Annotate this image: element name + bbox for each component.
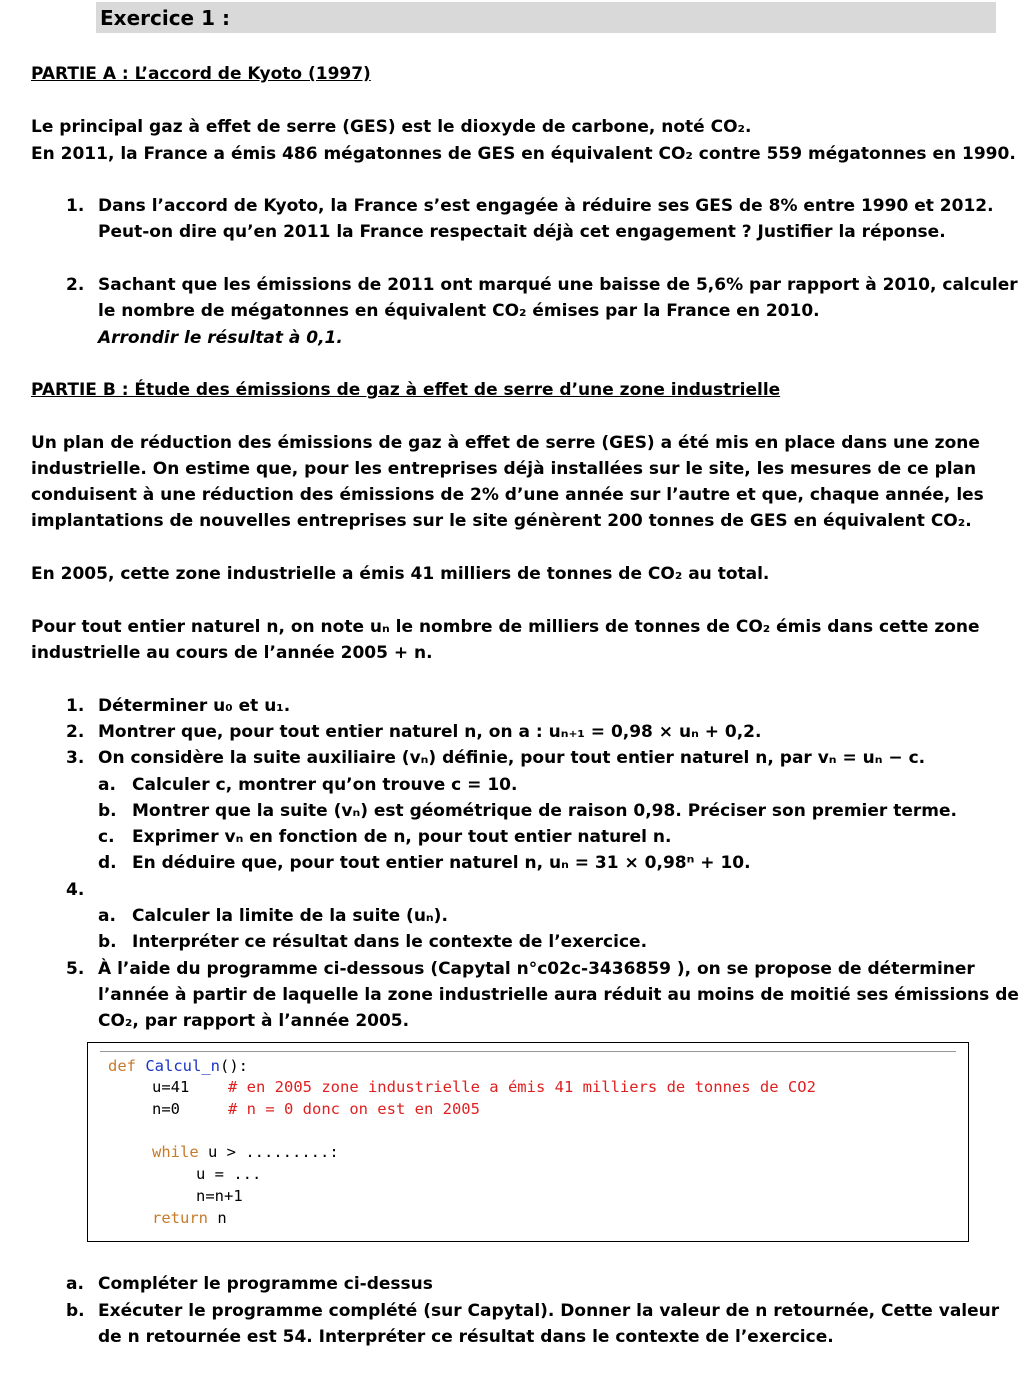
code-line-n-update: n=n+1 <box>196 1187 243 1205</box>
part-b-q3b: Montrer que la suite (vₙ) est géométrique de raison 0,98. Préciser son premier terme. <box>132 801 957 821</box>
code-signature-tail: (): <box>220 1057 248 1075</box>
part-b-q3c-label: c. <box>98 827 115 847</box>
part-b-q4a: Calculer la limite de la suite (uₙ). <box>132 906 448 926</box>
part-b-q2-number: 2. <box>66 722 85 742</box>
part-a-intro-1: Le principal gaz à effet de serre (GES) est le dioxyde de carbone, noté CO₂. <box>31 117 752 137</box>
part-a-heading: PARTIE A : L’accord de Kyoto (1997) <box>31 64 371 84</box>
part-a-q2-number: 2. <box>66 275 85 295</box>
code-top-rule <box>100 1051 956 1052</box>
code-u-init: u=41 <box>152 1078 190 1096</box>
part-b-q5a-label: a. <box>66 1274 84 1294</box>
code-line-while <box>152 1143 339 1161</box>
part-b-q5-line-1: À l’aide du programme ci-dessous (Capytal n°c02c-3436859 ), on se propose de déterminer <box>98 959 975 979</box>
part-b-q5b-label: b. <box>66 1301 85 1321</box>
part-b-q5b-line-1: Exécuter le programme complété (sur Capytal). Donner la valeur de n retournée, Cette valeur <box>98 1301 1000 1321</box>
part-a-q2-line-1: Sachant que les émissions de 2011 ont marqué une baisse de 5,6% par rapport à 2010, calculer <box>98 275 1018 295</box>
part-b-para-1-line-2: industrielle. On estime que, pour les entreprises déjà installées sur le site, les mesures de ce plan <box>31 459 977 479</box>
code-line-def <box>108 1057 248 1075</box>
code-line-u-init <box>152 1078 189 1096</box>
part-b-q3d: En déduire que, pour tout entier naturel n, uₙ = 31 × 0,98ⁿ + 10. <box>132 853 751 873</box>
code-n-init: n=0 <box>152 1100 180 1118</box>
code-while-keyword: while <box>152 1143 199 1161</box>
code-return-value: n <box>208 1209 227 1227</box>
part-b-q4b-label: b. <box>98 932 117 952</box>
part-b-para-1-line-4: implantations de nouvelles entreprises sur le site génèrent 200 tonnes de GES en équivalent CO₂. <box>31 511 972 531</box>
part-b-q5a: Compléter le programme ci-dessus <box>98 1274 433 1294</box>
part-b-q3b-label: b. <box>98 801 117 821</box>
exercise-title-bar <box>96 2 996 33</box>
part-b-q4b: Interpréter ce résultat dans le contexte de l’exercice. <box>132 932 648 952</box>
code-line-return <box>152 1209 227 1227</box>
part-b-q2: Montrer que, pour tout entier naturel n, on a : uₙ₊₁ = 0,98 × uₙ + 0,2. <box>98 722 762 742</box>
code-line-n-init <box>152 1100 180 1118</box>
code-line-n-comment <box>228 1100 480 1118</box>
part-a-q2-line-2: le nombre de mégatonnes en équivalent CO₂ émises par la France en 2010. <box>98 301 820 321</box>
code-def-keyword: def <box>108 1057 136 1075</box>
part-b-para-3-line-2: industrielle au cours de l’année 2005 + n. <box>31 643 433 663</box>
part-b-q4a-label: a. <box>98 906 116 926</box>
part-b-q5-line-2: l’année à partir de laquelle la zone industrielle aura réduit au moins de moitié ses émissions de <box>98 985 1019 1005</box>
part-b-q3-number: 3. <box>66 748 85 768</box>
part-b-para-1-line-3: conduisent à une réduction des émissions de 2% d’une année sur l’autre et que, chaque année, les <box>31 485 984 505</box>
part-b-q4-number: 4. <box>66 880 85 900</box>
part-b-para-2: En 2005, cette zone industrielle a émis 41 milliers de tonnes de CO₂ au total. <box>31 564 770 584</box>
code-u-comment: # en 2005 zone industrielle a émis 41 milliers de tonnes de CO2 <box>228 1078 816 1096</box>
code-n-comment: # n = 0 donc on est en 2005 <box>228 1100 480 1118</box>
part-b-q5-line-3: CO₂, par rapport à l’année 2005. <box>98 1011 410 1031</box>
part-a-intro-2: En 2011, la France a émis 486 mégatonnes de GES en équivalent CO₂ contre 559 mégatonnes en 1990. <box>31 144 1016 164</box>
part-b-q5-number: 5. <box>66 959 85 979</box>
part-b-q1-number: 1. <box>66 696 85 716</box>
part-b-q3: On considère la suite auxiliaire (vₙ) définie, pour tout entier naturel n, par vₙ = uₙ − c. <box>98 748 926 768</box>
code-while-condition: u > .........: <box>198 1143 339 1161</box>
part-b-para-3-line-1: Pour tout entier naturel n, on note uₙ le nombre de milliers de tonnes de CO₂ émis dans cette zone <box>31 617 980 637</box>
part-b-heading: PARTIE B : Étude des émissions de gaz à effet de serre d’une zone industrielle <box>31 380 781 400</box>
code-return-keyword: return <box>152 1209 208 1227</box>
part-a-q1-number: 1. <box>66 196 85 216</box>
exercise-title: Exercice 1 : <box>100 6 230 30</box>
part-b-q3d-label: d. <box>98 853 117 873</box>
part-b-q3a-label: a. <box>98 775 116 795</box>
part-b-q1: Déterminer u₀ et u₁. <box>98 696 291 716</box>
part-b-q3c: Exprimer vₙ en fonction de n, pour tout entier naturel n. <box>132 827 672 847</box>
code-function-name: Calcul_n <box>145 1057 220 1075</box>
code-line-u-comment <box>228 1078 816 1096</box>
code-line-u-update: u = ... <box>196 1165 262 1183</box>
part-b-para-1-line-1: Un plan de réduction des émissions de gaz à effet de serre (GES) a été mis en place dans une zone <box>31 433 980 453</box>
python-code-block <box>87 1042 969 1242</box>
part-a-q1-line-2: Peut-on dire qu’en 2011 la France respectait déjà cet engagement ? Justifier la réponse. <box>98 222 946 242</box>
part-a-q1-line-1: Dans l’accord de Kyoto, la France s’est engagée à réduire ses GES de 8% entre 1990 et 2012. <box>98 196 994 216</box>
part-b-q3a: Calculer c, montrer qu’on trouve c = 10. <box>132 775 518 795</box>
part-b-q5b-line-2: de n retournée est 54. Interpréter ce résultat dans le contexte de l’exercice. <box>98 1327 834 1347</box>
part-a-q2-line-3: Arrondir le résultat à 0,1. <box>98 328 343 348</box>
